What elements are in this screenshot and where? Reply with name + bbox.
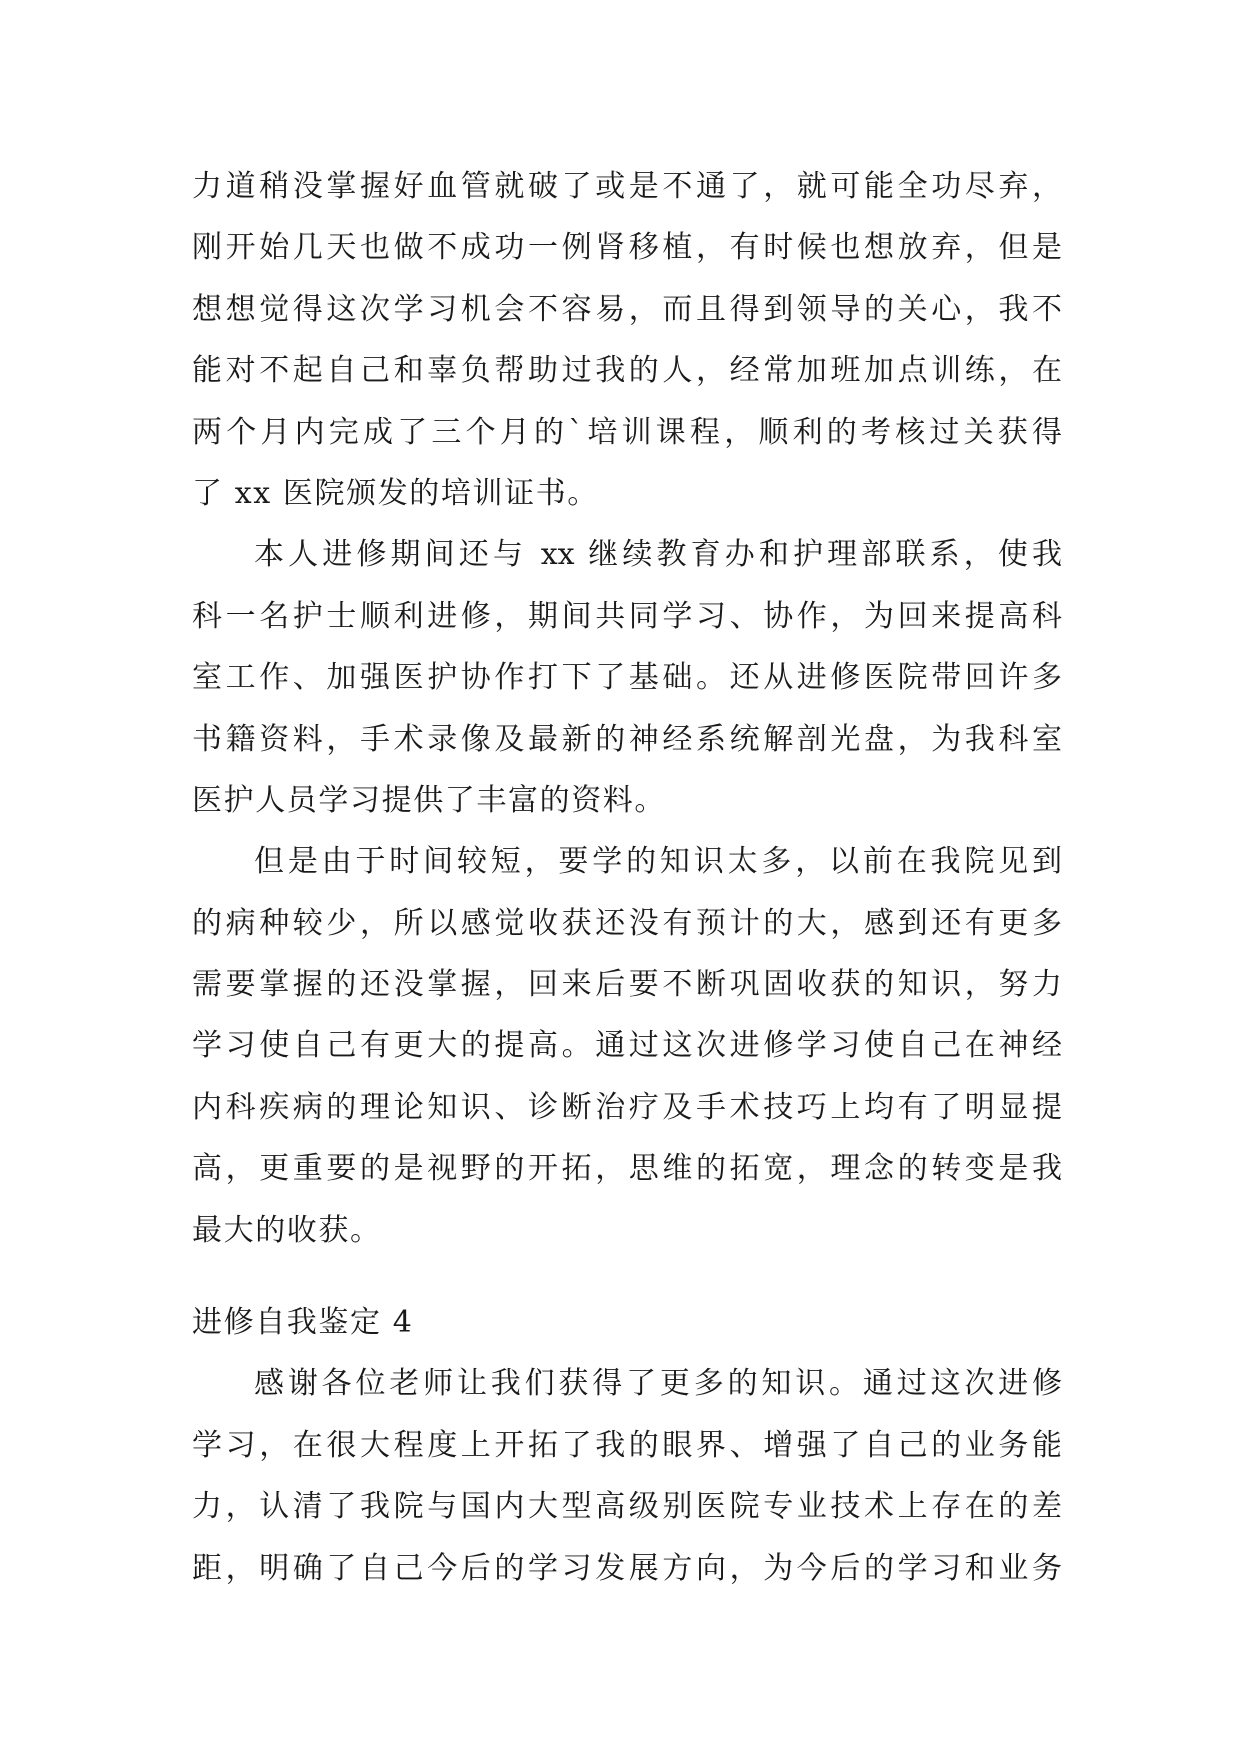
text-line: 内科疾病的理论知识、诊断治疗及手术技巧上均有了明显提 (192, 1089, 1062, 1125)
text-line: 距，明确了自己今后的学习发展方向，为今后的学习和业务 (192, 1550, 1062, 1586)
text-line: 力，认清了我院与国内大型高级别医院专业技术上存在的差 (192, 1489, 1062, 1525)
section-spacer (192, 1261, 1062, 1292)
text-line: 高，更重要的是视野的开拓，思维的拓宽，理念的转变是我 (192, 1151, 1062, 1187)
text-line: 刚开始几天也做不成功一例肾移植，有时候也想放弃，但是 (192, 230, 1062, 266)
text-line: 两个月内完成了三个月的`培训课程，顺利的考核过关获得 (192, 414, 1062, 450)
text-line: 感谢各位老师让我们获得了更多的知识。通过这次进修 (254, 1366, 1062, 1402)
section-heading: 进修自我鉴定 4 (192, 1305, 414, 1341)
text-line: 力道稍没掌握好血管就破了或是不通了，就可能全功尽弃， (192, 169, 1062, 204)
paragraph-4 (192, 1353, 1062, 1599)
text-line: 学习，在很大程度上开拓了我的眼界、增强了自己的业务能 (192, 1427, 1062, 1463)
text-line: 需要掌握的还没掌握，回来后要不断巩固收获的知识，努力 (192, 967, 1062, 1003)
text-line: 的病种较少，所以感觉收获还没有预计的大，感到还有更多 (192, 905, 1062, 941)
text-line: 学习使自己有更大的提高。通过这次进修学习使自己在神经 (192, 1028, 1062, 1064)
text-line: 最大的收获。 (192, 1212, 382, 1248)
paragraph-2 (192, 524, 1062, 831)
paragraph-3 (192, 831, 1062, 1261)
text-line: 但是由于时间较短，要学的知识太多，以前在我院见到 (254, 844, 1062, 880)
text-line: 了 xx 医院颁发的培训证书。 (192, 475, 599, 511)
text-line: 书籍资料，手术录像及最新的神经系统解剖光盘，为我科室 (192, 721, 1062, 757)
text-line: 本人进修期间还与 xx 继续教育办和护理部联系，使我 (254, 537, 1062, 573)
text-line: 科一名护士顺利进修，期间共同学习、协作，为回来提高科 (192, 598, 1062, 634)
text-line: 能对不起自己和辜负帮助过我的人，经常加班加点训练，在 (192, 353, 1062, 389)
text-line: 医护人员学习提供了丰富的资料。 (192, 782, 666, 818)
text-line: 室工作、加强医护协作打下了基础。还从进修医院带回许多 (192, 660, 1062, 696)
paragraph-1 (192, 156, 1062, 524)
text-line: 想想觉得这次学习机会不容易，而且得到领导的关心，我不 (192, 291, 1062, 327)
document-body (192, 156, 1062, 1599)
